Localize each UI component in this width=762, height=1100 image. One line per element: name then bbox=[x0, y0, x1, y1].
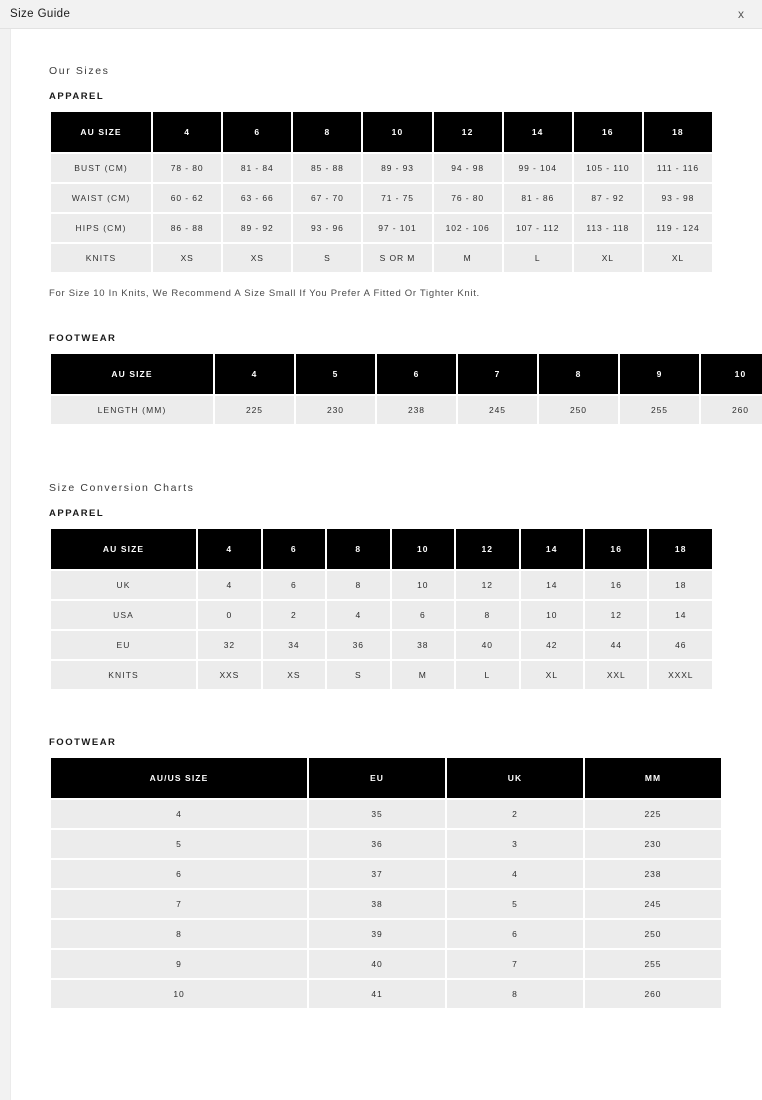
table-cell: 230 bbox=[585, 830, 721, 858]
our-sizes-apparel-table bbox=[49, 110, 714, 274]
table-body bbox=[51, 396, 762, 424]
table-cell: 86 - 88 bbox=[153, 214, 221, 242]
conversion-footwear-table bbox=[49, 756, 723, 1010]
table-row bbox=[51, 214, 712, 242]
table-cell: 6 bbox=[447, 920, 583, 948]
table-cell: 238 bbox=[585, 860, 721, 888]
column-header: 4 bbox=[153, 112, 221, 152]
table-body bbox=[51, 154, 712, 272]
table-cell: 255 bbox=[620, 396, 699, 424]
table-cell: 12 bbox=[456, 571, 518, 599]
column-header: 8 bbox=[327, 529, 389, 569]
table-cell: 107 - 112 bbox=[504, 214, 572, 242]
row-label: UK bbox=[51, 571, 196, 599]
table-cell: 78 - 80 bbox=[153, 154, 221, 182]
table-cell: 37 bbox=[309, 860, 445, 888]
column-header: 12 bbox=[434, 112, 502, 152]
table-cell: 5 bbox=[51, 830, 307, 858]
table-cell: 87 - 92 bbox=[574, 184, 642, 212]
table-cell: 97 - 101 bbox=[363, 214, 431, 242]
table-cell: 89 - 92 bbox=[223, 214, 291, 242]
table-cell: 18 bbox=[649, 571, 712, 599]
table-cell: 93 - 96 bbox=[293, 214, 361, 242]
table-cell: XXL bbox=[585, 661, 647, 689]
knits-note: For Size 10 In Knits, We Recommend A Size Small If You Prefer A Fitted Or Tighter Knit. bbox=[49, 288, 480, 299]
column-header: AU/US SIZE bbox=[51, 758, 307, 798]
our-sizes-heading: Our Sizes bbox=[49, 65, 110, 77]
column-header: 10 bbox=[701, 354, 762, 394]
table-cell: 94 - 98 bbox=[434, 154, 502, 182]
column-header: UK bbox=[447, 758, 583, 798]
table-cell: 63 - 66 bbox=[223, 184, 291, 212]
table-cell: 41 bbox=[309, 980, 445, 1008]
table-row bbox=[51, 890, 721, 918]
table-cell: 0 bbox=[198, 601, 260, 629]
table-cell: S bbox=[293, 244, 361, 272]
table-cell: 9 bbox=[51, 950, 307, 978]
table-cell: 225 bbox=[215, 396, 294, 424]
column-header: 7 bbox=[458, 354, 537, 394]
table-cell: 102 - 106 bbox=[434, 214, 502, 242]
table-cell: 260 bbox=[585, 980, 721, 1008]
table-cell: 245 bbox=[458, 396, 537, 424]
table-cell: 4 bbox=[447, 860, 583, 888]
table-cell: 39 bbox=[309, 920, 445, 948]
table-cell: 7 bbox=[447, 950, 583, 978]
modal-header bbox=[0, 0, 762, 29]
column-header: 12 bbox=[456, 529, 518, 569]
table-cell: 8 bbox=[327, 571, 389, 599]
table-cell: 10 bbox=[521, 601, 583, 629]
table-cell: 6 bbox=[392, 601, 454, 629]
column-header: 6 bbox=[223, 112, 291, 152]
conversion-heading: Size Conversion Charts bbox=[49, 482, 195, 494]
table-cell: 4 bbox=[51, 800, 307, 828]
table-cell: 8 bbox=[447, 980, 583, 1008]
column-header: 4 bbox=[215, 354, 294, 394]
table-cell: 10 bbox=[392, 571, 454, 599]
table-cell: 67 - 70 bbox=[293, 184, 361, 212]
table-row bbox=[51, 830, 721, 858]
column-header: EU bbox=[309, 758, 445, 798]
row-label: HIPS (CM) bbox=[51, 214, 151, 242]
table-cell: 71 - 75 bbox=[363, 184, 431, 212]
left-rail bbox=[0, 29, 11, 1100]
column-header: 10 bbox=[363, 112, 431, 152]
table-cell: M bbox=[392, 661, 454, 689]
table-cell: 60 - 62 bbox=[153, 184, 221, 212]
table-row bbox=[51, 980, 721, 1008]
table-row bbox=[51, 800, 721, 828]
table-cell: 7 bbox=[51, 890, 307, 918]
table-cell: 14 bbox=[521, 571, 583, 599]
column-header: 16 bbox=[585, 529, 647, 569]
table-cell: M bbox=[434, 244, 502, 272]
conversion-apparel-label: APPAREL bbox=[49, 508, 105, 519]
column-header: 6 bbox=[263, 529, 325, 569]
column-header: 18 bbox=[644, 112, 712, 152]
table-cell: 38 bbox=[309, 890, 445, 918]
table-cell: 46 bbox=[649, 631, 712, 659]
table-header-row bbox=[51, 758, 721, 798]
row-label: KNITS bbox=[51, 661, 196, 689]
table-cell: 16 bbox=[585, 571, 647, 599]
table-cell: XXS bbox=[198, 661, 260, 689]
table-body bbox=[51, 800, 721, 1008]
row-label: BUST (CM) bbox=[51, 154, 151, 182]
table-cell: S OR M bbox=[363, 244, 431, 272]
table-cell: 6 bbox=[263, 571, 325, 599]
table-row bbox=[51, 244, 712, 272]
table-cell: 36 bbox=[309, 830, 445, 858]
table-cell: L bbox=[504, 244, 572, 272]
table-header-row bbox=[51, 354, 762, 394]
table-cell: 38 bbox=[392, 631, 454, 659]
table-header-row bbox=[51, 529, 712, 569]
table-cell: 40 bbox=[456, 631, 518, 659]
table-cell: 89 - 93 bbox=[363, 154, 431, 182]
table-cell: XS bbox=[263, 661, 325, 689]
table-cell: 2 bbox=[447, 800, 583, 828]
table-header-row bbox=[51, 112, 712, 152]
column-header: 14 bbox=[521, 529, 583, 569]
column-header: 10 bbox=[392, 529, 454, 569]
table-cell: 8 bbox=[456, 601, 518, 629]
close-icon[interactable]: x bbox=[738, 7, 744, 21]
table-cell: 245 bbox=[585, 890, 721, 918]
table-cell: 36 bbox=[327, 631, 389, 659]
page-title: Size Guide bbox=[10, 8, 71, 20]
table-row bbox=[51, 920, 721, 948]
table-cell: 238 bbox=[377, 396, 456, 424]
table-cell: 4 bbox=[327, 601, 389, 629]
table-cell: 81 - 86 bbox=[504, 184, 572, 212]
table-cell: 111 - 116 bbox=[644, 154, 712, 182]
column-header: 4 bbox=[198, 529, 260, 569]
table-row bbox=[51, 661, 712, 689]
row-label: USA bbox=[51, 601, 196, 629]
table-cell: 105 - 110 bbox=[574, 154, 642, 182]
our-sizes-footwear-label: FOOTWEAR bbox=[49, 333, 117, 344]
table-cell: 250 bbox=[585, 920, 721, 948]
column-header: 16 bbox=[574, 112, 642, 152]
row-label: LENGTH (MM) bbox=[51, 396, 213, 424]
table-cell: 255 bbox=[585, 950, 721, 978]
table-cell: 12 bbox=[585, 601, 647, 629]
table-row bbox=[51, 571, 712, 599]
conversion-apparel-table bbox=[49, 527, 714, 691]
column-header: 8 bbox=[293, 112, 361, 152]
table-cell: 8 bbox=[51, 920, 307, 948]
table-cell: 119 - 124 bbox=[644, 214, 712, 242]
table-row bbox=[51, 631, 712, 659]
table-cell: 42 bbox=[521, 631, 583, 659]
table-cell: 35 bbox=[309, 800, 445, 828]
table-cell: 113 - 118 bbox=[574, 214, 642, 242]
column-header: 18 bbox=[649, 529, 712, 569]
table-cell: 81 - 84 bbox=[223, 154, 291, 182]
table-cell: 230 bbox=[296, 396, 375, 424]
column-header: 14 bbox=[504, 112, 572, 152]
table-row bbox=[51, 950, 721, 978]
table-cell: 260 bbox=[701, 396, 762, 424]
table-cell: 4 bbox=[198, 571, 260, 599]
table-cell: 225 bbox=[585, 800, 721, 828]
table-row bbox=[51, 396, 762, 424]
table-cell: 76 - 80 bbox=[434, 184, 502, 212]
table-cell: 44 bbox=[585, 631, 647, 659]
table-cell: 32 bbox=[198, 631, 260, 659]
conversion-footwear-label: FOOTWEAR bbox=[49, 737, 117, 748]
table-cell: XS bbox=[153, 244, 221, 272]
table-cell: XL bbox=[521, 661, 583, 689]
table-cell: 40 bbox=[309, 950, 445, 978]
table-cell: XXXL bbox=[649, 661, 712, 689]
table-cell: 5 bbox=[447, 890, 583, 918]
our-sizes-footwear-table bbox=[49, 352, 762, 426]
table-cell: 6 bbox=[51, 860, 307, 888]
column-header: 9 bbox=[620, 354, 699, 394]
column-header: MM bbox=[585, 758, 721, 798]
table-cell: 10 bbox=[51, 980, 307, 1008]
table-cell: 99 - 104 bbox=[504, 154, 572, 182]
table-cell: 2 bbox=[263, 601, 325, 629]
table-cell: 3 bbox=[447, 830, 583, 858]
column-header: 6 bbox=[377, 354, 456, 394]
table-row bbox=[51, 154, 712, 182]
table-body bbox=[51, 571, 712, 689]
our-sizes-apparel-label: APPAREL bbox=[49, 91, 105, 102]
table-cell: XL bbox=[574, 244, 642, 272]
table-cell: XL bbox=[644, 244, 712, 272]
size-guide-content bbox=[11, 29, 762, 1100]
table-cell: 250 bbox=[539, 396, 618, 424]
column-header: 5 bbox=[296, 354, 375, 394]
table-cell: 14 bbox=[649, 601, 712, 629]
table-row bbox=[51, 860, 721, 888]
table-cell: 34 bbox=[263, 631, 325, 659]
table-cell: S bbox=[327, 661, 389, 689]
row-label: EU bbox=[51, 631, 196, 659]
table-row bbox=[51, 184, 712, 212]
column-header: AU SIZE bbox=[51, 529, 196, 569]
table-row bbox=[51, 601, 712, 629]
column-header: AU SIZE bbox=[51, 112, 151, 152]
table-cell: XS bbox=[223, 244, 291, 272]
table-cell: L bbox=[456, 661, 518, 689]
column-header: AU SIZE bbox=[51, 354, 213, 394]
table-cell: 85 - 88 bbox=[293, 154, 361, 182]
table-cell: 93 - 98 bbox=[644, 184, 712, 212]
row-label: WAIST (CM) bbox=[51, 184, 151, 212]
row-label: KNITS bbox=[51, 244, 151, 272]
column-header: 8 bbox=[539, 354, 618, 394]
